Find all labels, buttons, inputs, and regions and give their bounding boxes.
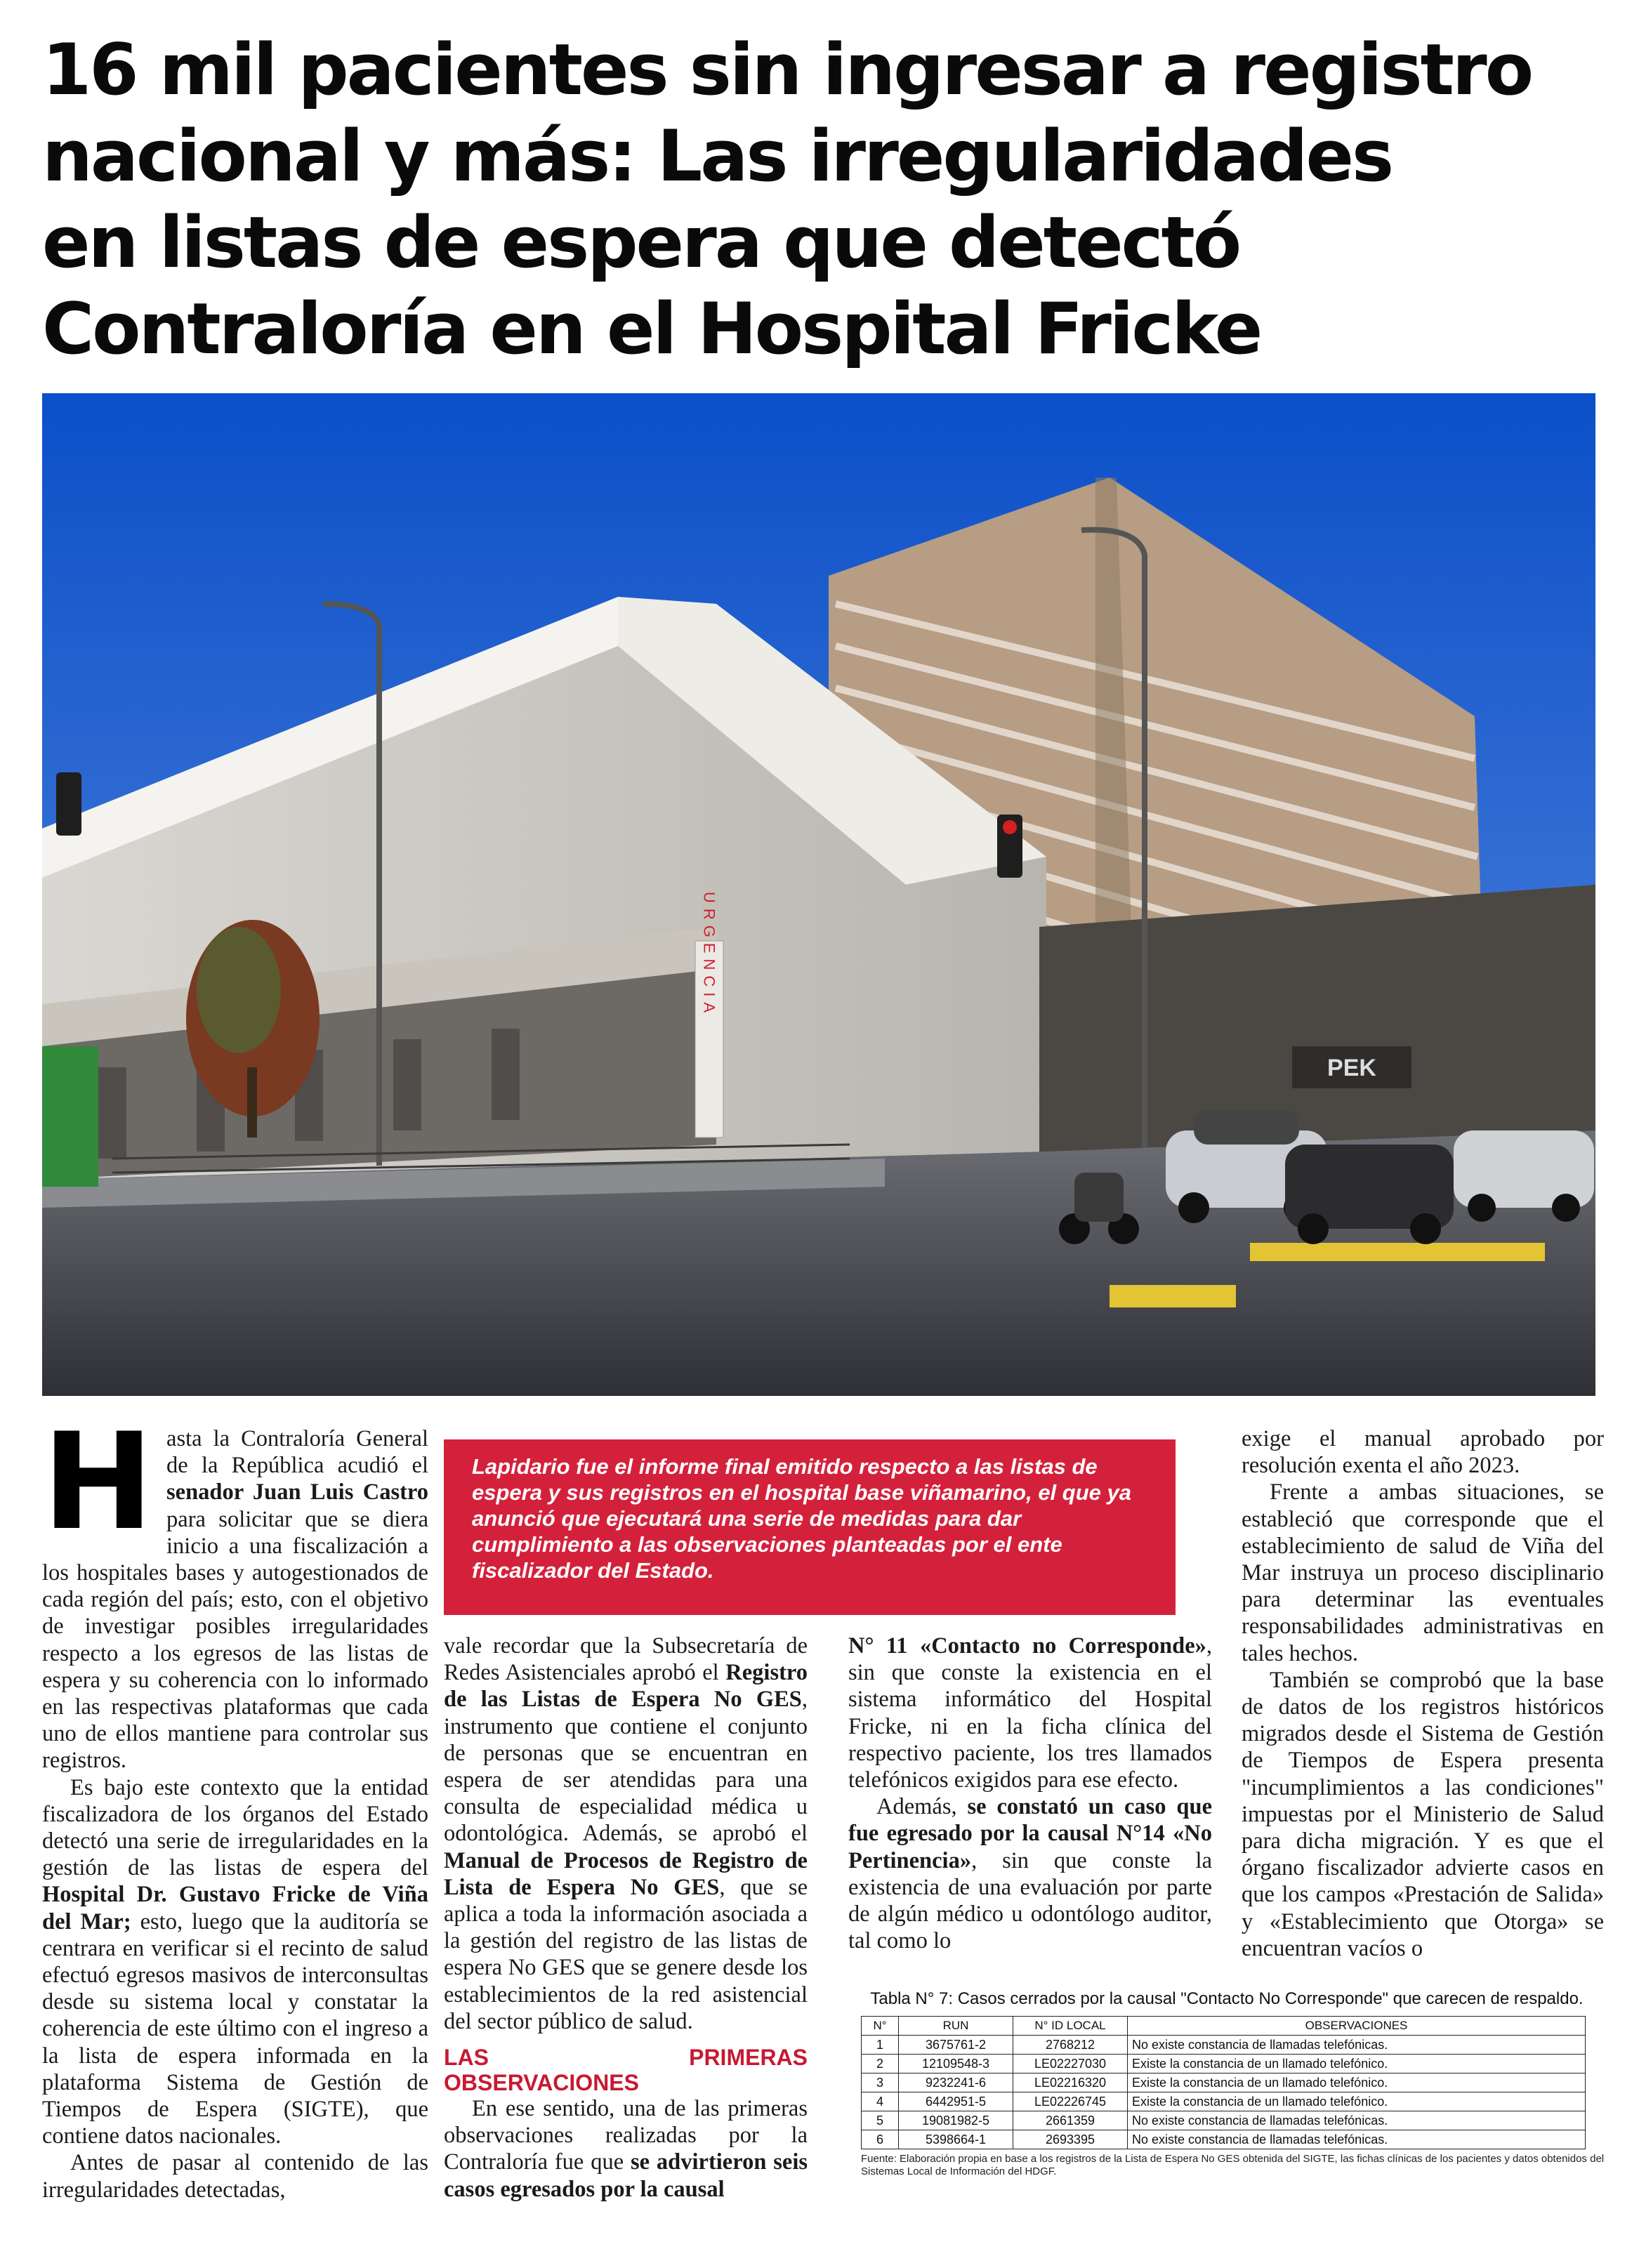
table-cell: 3675761-2 <box>899 2036 1013 2055</box>
headline-line-4: Contraloría en el Hospital Fricke <box>42 287 1261 370</box>
table-header-cell: N° <box>862 2017 899 2036</box>
table-header-cell: N° ID LOCAL <box>1013 2017 1128 2036</box>
building-sign: PEK <box>1327 1055 1376 1081</box>
table-cell: 9232241-6 <box>899 2073 1013 2092</box>
table-source-note: Fuente: Elaboración propia en base a los registros de la Lista de Espera No GES obtenida del SIGTE, las fichas clínicas de los pacientes y datos obtenidos del Sistemas Local de Información del HDGF. <box>861 2153 1605 2177</box>
table-cell: No existe constancia de llamadas telefónicas. <box>1128 2036 1586 2055</box>
table-cell: 19081982-5 <box>899 2111 1013 2130</box>
table-cell: Existe la constancia de un llamado telefónico. <box>1128 2092 1586 2111</box>
article-column-3 <box>848 1633 1212 1954</box>
text-bold: Hospital Dr. Gustavo Fricke de Viña del Mar; <box>42 1882 428 1934</box>
table-cell: No existe constancia de llamadas telefónicas. <box>1128 2111 1586 2130</box>
column-3-paragraph-2 <box>848 1793 1212 1954</box>
table-cell: No existe constancia de llamadas telefónicas. <box>1128 2130 1586 2149</box>
table-row <box>862 2036 1586 2055</box>
table-cell: 5 <box>862 2111 899 2130</box>
text-run: , que se aplica a toda la información asociada a la gestión del registro de las listas de espera No GES que se genere desde los establecimientos de la red asistencial del sector público de salud. <box>444 1874 808 2034</box>
text-bold: Registro de las Listas de Espera No GES <box>444 1660 808 1713</box>
column-1-paragraph-2 <box>42 1774 428 2150</box>
dropcap: H <box>42 1404 154 1560</box>
table-cell: 2768212 <box>1013 2036 1128 2055</box>
table-cell: Existe la constancia de un llamado telefónico. <box>1128 2073 1586 2092</box>
callout-box: Lapidario fue el informe final emitido respecto a las listas de espera y sus registros en el hospital base viñamarino, el que ya anunció que ejecutará una serie de medidas para dar cumplimiento a las observaciones planteadas por el ente fiscalizador del Estado. <box>444 1439 1176 1615</box>
text-run: Además, <box>876 1794 968 1820</box>
headline-line-2: nacional y más: Las irregularidades <box>42 114 1393 197</box>
table-cell: 2661359 <box>1013 2111 1128 2130</box>
article-column-1 <box>42 1404 428 2203</box>
table-cell: LE02227030 <box>1013 2055 1128 2073</box>
headline-line-1: 16 mil pacientes sin ingresar a registro <box>42 28 1532 111</box>
table-cell: 6442951-5 <box>899 2092 1013 2111</box>
column-1-paragraph-3: Antes de pasar al contenido de las irregularidades detectadas, <box>42 2150 428 2203</box>
table-cell: LE02226745 <box>1013 2092 1128 2111</box>
hospital-photo <box>42 393 1595 1396</box>
column-2-paragraph-1 <box>444 1633 808 2035</box>
table-header-cell: OBSERVACIONES <box>1128 2017 1586 2036</box>
table-cell: 3 <box>862 2073 899 2092</box>
article-column-2 <box>444 1633 808 2203</box>
table-cell: 2 <box>862 2055 899 2073</box>
text-run: vale recordar que la Subsecretaría de Redes Asistenciales aprobó el <box>444 1633 808 1686</box>
text-run: También se comprobó que la base de datos de los registros históricos migrados desde el Sistema de Gestión de Tiempos de Espera presenta "incumplimientos a las condiciones" impuestas por el Ministerio de Salud para dicha migración. <box>1242 1667 1604 1854</box>
text-run: , sin que conste la existencia en el sistema informático del Hospital Fricke, ni en la ficha clínica del respectivo paciente, los tres llamados telefónicos exigidos para ese efecto. <box>848 1633 1212 1793</box>
table-cell: 5398664-1 <box>899 2130 1013 2149</box>
text-run: para solicitar que se diera inicio a una fiscalización a los hospitales bases y autogestionados de cada región del país; esto, con el objetivo de investigar posibles irregularidades respecto a los egresos de las listas de espera y su coherencia con lo informado en las respectivas plataformas que cada uno de ellos mantiene para controlar sus registros. <box>42 1506 428 1774</box>
section-subhead: LAS PRIMERAS OBSERVACIONES <box>444 2045 808 2096</box>
hospital-photo-illustration <box>42 393 1595 1396</box>
text-bold: se advirtieron seis casos egresados por la causal <box>444 2149 808 2202</box>
text-run: , instrumento que contiene el conjunto de personas que se encuentran en espera de ser atendidas para una consulta de especialidad médica u odontológica. Además, se aprobó el <box>444 1687 808 1847</box>
column-2-paragraph-2 <box>444 2095 808 2203</box>
table-cell: 4 <box>862 2092 899 2111</box>
text-bold: N° 11 «Contacto no Corresponde» <box>848 1633 1206 1659</box>
column-4-paragraph-3 <box>1242 1667 1604 1962</box>
table-row <box>862 2092 1586 2111</box>
table-header-cell: RUN <box>899 2017 1013 2036</box>
table-row <box>862 2073 1586 2092</box>
text-run: esto, luego que la auditoría se centrara en verificar si el recinto de salud efectuó egresos masivos de interconsultas desde su sistema local y constatar la coherencia de este último con el ingreso a la lista de espera informada en la plataforma Sistema de Gestión de Tiempos de Espera (SIGTE), que contiene datos nacionales. <box>42 1908 428 2149</box>
table-cell: 12109548-3 <box>899 2055 1013 2073</box>
table-header-row <box>862 2017 1586 2036</box>
table-row <box>862 2130 1586 2149</box>
column-4-paragraph-2: Frente a ambas situaciones, se estableció que corresponde que el establecimiento de salud de Viña del Mar instruya un proceso disciplinario para determinar las eventuales responsabilidades administrativas en tales hechos. <box>1242 1479 1604 1666</box>
text-run: asta la Contraloría General de la República acudió el <box>166 1426 428 1479</box>
table-caption: Tabla N° 7: Casos cerrados por la causal "Contacto No Corresponde" que carecen de respaldo. <box>870 1989 1584 2008</box>
article-column-4 <box>1242 1425 1604 1962</box>
text-run: Y es que el órgano fiscalizador advierte casos en que los campos «Prestación de Salida» y «Establecimiento que Otorga» se encuentran vacíos o <box>1242 1828 1605 1961</box>
column-3-paragraph-1 <box>848 1633 1212 1793</box>
text-run: En ese sentido, una de las primeras observaciones realizadas por la Contraloría fue que <box>444 2096 808 2175</box>
text-bold: se constató un caso que fue egresado por la causal N°14 «No Pertinencia» <box>848 1794 1212 1873</box>
table-cell: LE02216320 <box>1013 2073 1128 2092</box>
table-cell: 1 <box>862 2036 899 2055</box>
column-4-paragraph-1: exige el manual aprobado por resolución exenta el año 2023. <box>1242 1426 1604 1479</box>
table-cell: Existe la constancia de un llamado telefónico. <box>1128 2055 1586 2073</box>
cases-table <box>861 2016 1586 2149</box>
text-bold: Manual de Procesos de Registro de Lista de Espera No GES <box>444 1847 808 1900</box>
table-row <box>862 2055 1586 2073</box>
headline <box>42 27 1601 372</box>
table-cell: 6 <box>862 2130 899 2149</box>
column-1-paragraph-1 <box>42 1404 428 1774</box>
text-run: Es bajo este contexto que la entidad fiscalizadora de los órganos del Estado detectó una serie de irregularidades en la gestión de las listas de espera del <box>42 1774 428 1881</box>
table-row <box>862 2111 1586 2130</box>
cases-table-figure <box>848 1989 1605 2178</box>
urgencia-sign: URGENCIA <box>700 891 718 1019</box>
headline-line-3: en listas de espera que detectó <box>42 201 1240 284</box>
text-bold: senador Juan Luis Castro <box>166 1479 428 1505</box>
text-run: , sin que conste la existencia de una evaluación por parte de algún médico u odontólogo auditor, tal como lo <box>848 1847 1212 1954</box>
table-cell: 2693395 <box>1013 2130 1128 2149</box>
